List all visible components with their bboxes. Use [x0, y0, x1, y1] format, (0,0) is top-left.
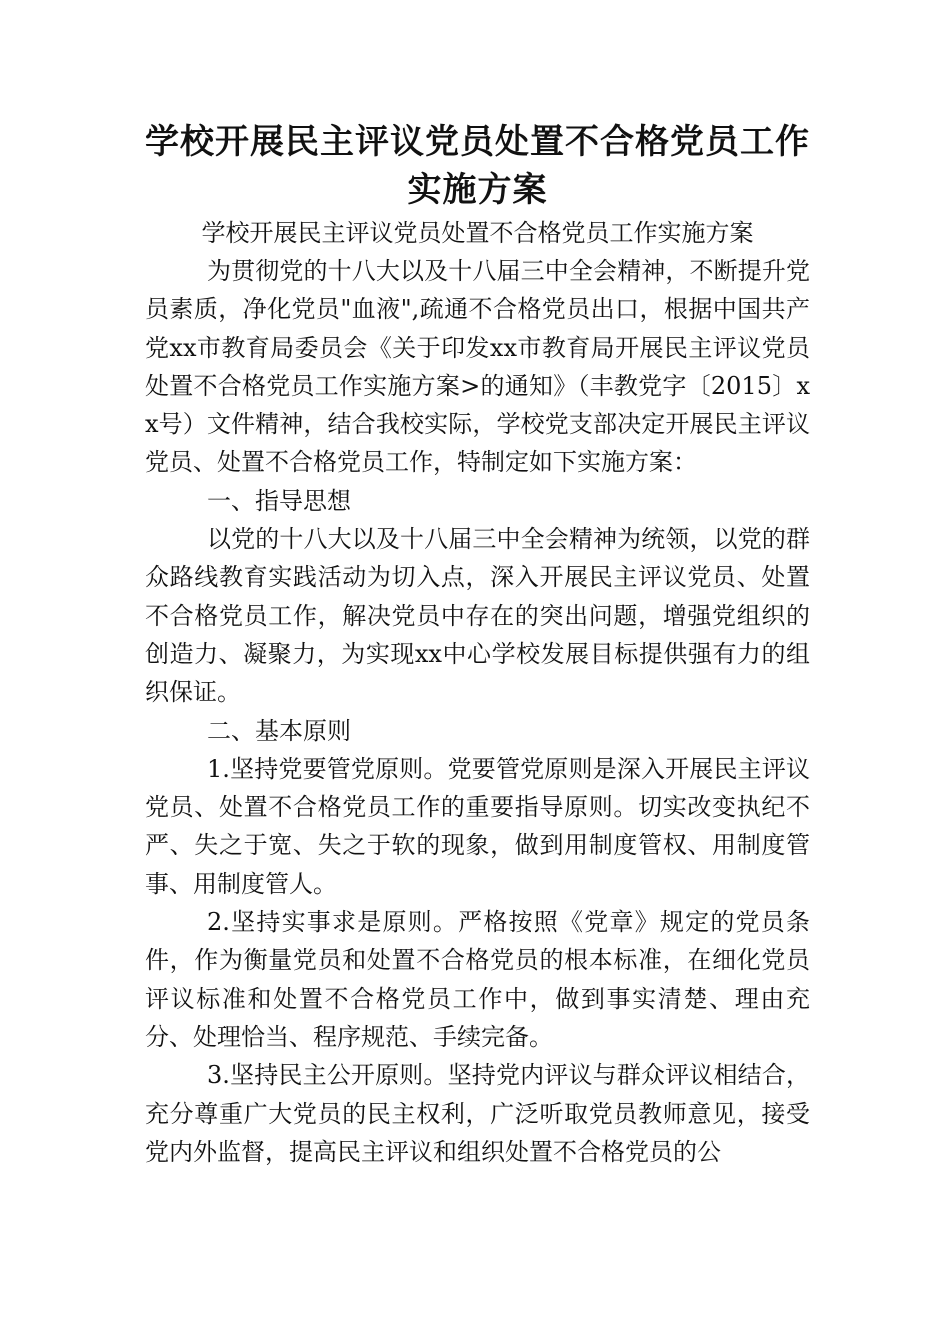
- principle-item-1: 1.坚持党要管党原则。党要管党原则是深入开展民主评议党员、处置不合格党员工作的重要指导原则。切实改变执纪不严、失之于宽、失之于软的现象，做到用制度管权、用制度管事、用制度管人。: [145, 754, 810, 898]
- title-line-1: 学校开展民主评议党员处置不合格党员工作: [145, 122, 810, 162]
- guiding-thought-paragraph: 以党的十八大以及十八届三中全会精神为统领，以党的群众路线教育实践活动为切入点，深入开展民主评议党员、处置不合格党员工作，解决党员中存在的突出问题，增强党组织的创造力、凝聚力，为实现xx中心学校发展目标提供强有力的组织保证。: [145, 525, 810, 707]
- document-subtitle: 学校开展民主评议党员处置不合格党员工作实施方案: [201, 219, 754, 247]
- document-title: [125, 118, 830, 214]
- document-page: [145, 118, 810, 1171]
- title-line-2: 实施方案: [407, 170, 548, 210]
- intro-paragraph: 为贯彻党的十八大以及十八届三中全会精神，不断提升党员素质，净化党员"血液",疏通不合格党员出口，根据中国共产党xx市教育局委员会《关于印发xx市教育局开展民主评议党员处置不合格党员工作实施方案>的通知》（丰教党字〔2015〕xx号）文件精神，结合我校实际，学校党支部决定开展民主评议党员、处置不合格党员工作，特制定如下实施方案：: [145, 257, 810, 477]
- section-heading-basic-principles: 二、基本原则: [207, 716, 351, 745]
- section-heading-guiding-thought: 一、指导思想: [207, 486, 351, 515]
- principle-item-3: 3.坚持民主公开原则。坚持党内评议与群众评议相结合，充分尊重广大党员的民主权利，广泛听取党员教师意见，接受党内外监督，提高民主评议和组织处置不合格党员的公: [145, 1061, 810, 1166]
- principle-item-2: 2.坚持实事求是原则。严格按照《党章》规定的党员条件，作为衡量党员和处置不合格党员的根本标准，在细化党员评议标准和处置不合格党员工作中，做到事实清楚、理由充分、处理恰当、程序规范、手续完备。: [145, 908, 810, 1051]
